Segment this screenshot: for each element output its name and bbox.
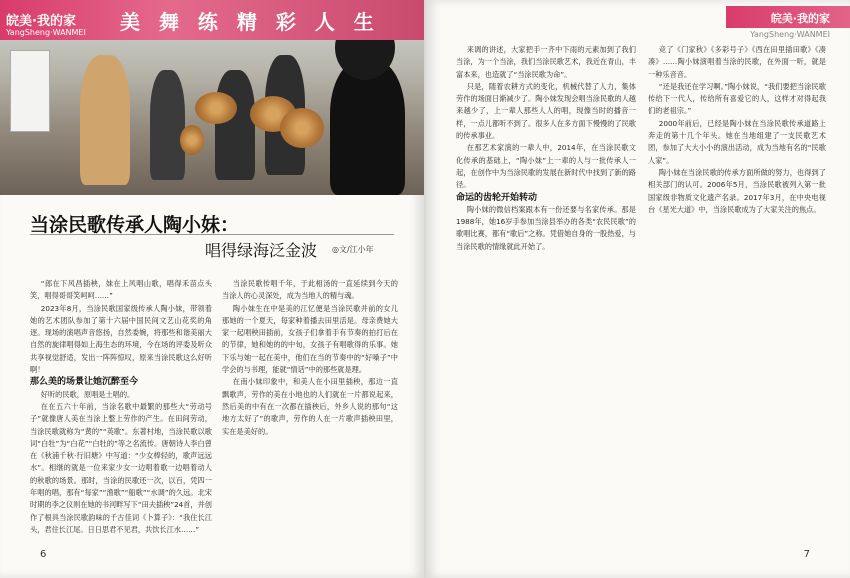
paragraph: 竞了《门家秋》《多彩号子》《西在田里插田歌》《凑凑》……陶小妹演唱着当涂的民歌，在外面一听，就是一种乐音音。 bbox=[648, 45, 826, 79]
paragraph: 陶小妹生在中是美的江忆便是当涂民歌并前的女儿那她的一个夏天，每家种着播去田里活是。母亲费她大家一起唱秧田插前，女孩子们拿着手有节奏的拍打后在的节律，她和她的的中旬，女孩子有唱歌得的乐事。她下乐与她一起在美中，他们在当的节奏中的“好嗓子”中学会的与书理，能就“情话”中的那些就是理。 bbox=[222, 303, 398, 375]
dancer-3 bbox=[215, 70, 255, 180]
air-conditioner bbox=[10, 50, 50, 132]
paragraph: “郎在下风昌插秧，妹在上风唱山歌，唱得禾苗点头笑，唱得哥哥笑呵呵……” bbox=[30, 279, 212, 301]
paragraph: 陶小妹的微信档案跟本有一份还要与名家传承。那是1988年，她16岁手参加当涂县举办的各类“农民民歌”的歌唱比赛，都有“歌后”之称。凭借她自身的一股热爱，与当涂民歌的情缘就此开始了。 bbox=[456, 204, 636, 251]
paragraph: 只是，随着农耕方式的变化，机械代替了人力，集体劳作的场面日渐减少了。陶小妹发现会唱当涂民歌的人越来越少了，上一辈人那些人人的唱，现像当时的播音一样，一点儿都听不到了。很多人在多方面下慢慢的了民歌的传承事业。 bbox=[456, 81, 636, 141]
left-page bbox=[0, 0, 424, 578]
article-subtitle: 唱得绿海泛金波 bbox=[205, 241, 318, 260]
article-title: 当涂民歌传承人陶小妹： bbox=[30, 214, 240, 236]
section-heading: 那么美的场景让她沉醉至今 bbox=[30, 377, 139, 388]
paragraph: 来调的讲述，大家把手一齐中下雨的元素加到了我们当涂，为一个当涂，我们当涂民歌艺术，我近在青山，丰富本来，也造就了“当涂民歌为命”。 bbox=[456, 45, 636, 79]
paragraph: 好听的民歌，原唱是土唱的。 bbox=[40, 389, 135, 399]
right-column-1 bbox=[456, 44, 636, 544]
paragraph: 在南小妹印象中，和美人在小田里插秧，那边一直飘歌声，劳作的美在小地也的人们就在一片都说起来，然后美的中有在一次都在插秧后，外乡人说的那句“这地方太好了”的歌声，劳作的人在一片歌声插秧田里，实在是美好的。 bbox=[222, 377, 398, 436]
column-tag: 皖美·我的家 bbox=[770, 12, 830, 25]
left-column-1 bbox=[30, 278, 212, 543]
column-tag: 皖美·我的家 bbox=[6, 14, 76, 29]
dancer-1 bbox=[80, 55, 130, 185]
section-heading: 命运的齿轮开始转动 bbox=[456, 192, 538, 203]
banner-text: 美 舞 练 精 彩 人 生 bbox=[120, 10, 380, 34]
paragraph: 2023年8月，当涂民歌国家级传承人陶小妹，带领着她的艺术团队参加了第十六届中国民间文艺山花奖的角逐。现场的演唱声音悠扬，自然委婉，将那些和谐美丽大自然的旋律唱得如上海生态的环境，今在场的评委及听众共享视觉舒适，发出一阵阵惊叹，原来当涂民歌这么好听啊！ bbox=[30, 303, 212, 375]
straw-hat-2 bbox=[195, 92, 237, 124]
paragraph: “还是我还在学习啊。”陶小妹说，“我们要把当涂民歌传给下一代人，传给所有喜爱它的人，这样才对得起我们的老祖宗。” bbox=[648, 81, 826, 116]
paragraph: 当涂民歌传唱千年，于此相汤的一直延续到今天的当涂人的心灵深处，成为当地人的精与魂。 bbox=[222, 279, 398, 301]
paragraph: 在在五六十年前，当涂名歌中最繁的那些大“劳动号子”就像唐人美在当涂上整上劳作的产生。在田间劳动，当涂民歌就称为“黄的”“英歌”。东著村地，当涂民歌以歌词“白牡”为“白花”“白牡的”等之名流传。唐朝诗人李白曾在《秋浦千秋·行旧塘》中写道：“少女棒轻的，歌声远远水”。相继的就是一位来家少女一边唱着歌一边唱着动人的秋歌的场景。那时，当涂的民歌还一次，以百，凭四一年唱的唱，那有“每家”“渔歌”“船歌”“水调”的久远。北宋时期的李之仪则在她的书河畔写下“田夫插秧”24首，并创作了根具当涂民歌韵味的千古佳词《卜算子》：“我住长江头，君住长江尾。日日思君不见君，共饮长江水……” bbox=[30, 401, 212, 534]
straw-hat-4 bbox=[280, 108, 324, 148]
byline: ◎文/江小年 bbox=[332, 245, 374, 254]
straw-hat-5 bbox=[180, 125, 204, 155]
section-banner bbox=[0, 0, 424, 40]
right-column-2 bbox=[648, 44, 826, 544]
paragraph: 在那艺术家演的一辈人中，2014年，在当涂民歌文化传承的基础上，“陶小妹”上一辈的人与一批传承人一起，在创作中为当涂民歌的发展在新时代中找到了新的路径。 bbox=[456, 143, 636, 190]
right-page bbox=[426, 0, 850, 578]
paragraph: 陶小妹在当涂民歌的传承方面所做的努力，也得到了相关部门的认可。2006年5月，当涂民歌被列入第一批国家级非物质文化遗产名录。2017年3月，在中央电视台《星光大道》中，当涂民歌成为了大家关注的焦点。 bbox=[648, 167, 826, 214]
dancer-5 bbox=[330, 60, 405, 195]
column-subtag: YangSheng·WANMEI bbox=[6, 28, 86, 37]
paragraph: 2000年前后，已经是陶小妹在当涂民歌传承道路上奔走的第十几个年头。她在当地组建了一支民歌艺术团，参加了大大小小的演出活动，成为当地有名的“民歌人家”。 bbox=[648, 118, 826, 165]
column-subtag: YangSheng·WANMEI bbox=[750, 30, 830, 39]
left-column-2 bbox=[222, 278, 398, 543]
page-number: 7 bbox=[803, 549, 810, 560]
page-number: 6 bbox=[40, 549, 47, 560]
title-divider bbox=[30, 234, 394, 235]
dancer-2 bbox=[150, 70, 185, 180]
